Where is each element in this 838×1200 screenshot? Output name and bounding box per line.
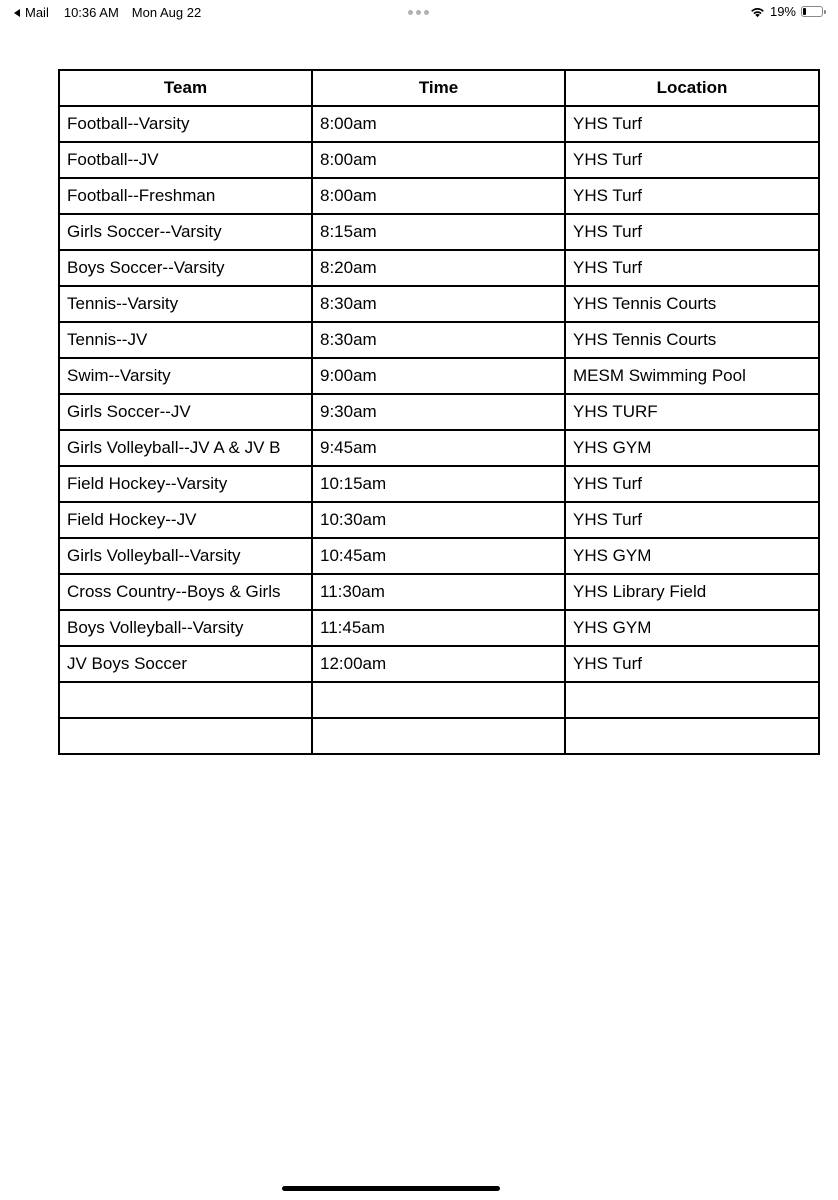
cell-time: 8:30am (312, 322, 565, 358)
cell-location: YHS Turf (565, 646, 819, 682)
table-row (59, 286, 819, 322)
cell-team: Field Hockey--JV (59, 502, 312, 538)
cell-time: 8:00am (312, 178, 565, 214)
header-time: Time (312, 70, 565, 106)
status-indicators (750, 4, 826, 19)
cell-time: 11:30am (312, 574, 565, 610)
battery-icon (801, 6, 823, 17)
table-row (59, 394, 819, 430)
table-row (59, 178, 819, 214)
cell-team: Football--Varsity (59, 106, 312, 142)
cell-team: Girls Soccer--JV (59, 394, 312, 430)
multitasking-dots-icon[interactable] (408, 10, 429, 15)
cell-time: 9:00am (312, 358, 565, 394)
status-date: Mon Aug 22 (131, 5, 202, 20)
table-row (59, 466, 819, 502)
cell-location: YHS Tennis Courts (565, 286, 819, 322)
table-row (59, 250, 819, 286)
cell-location: YHS Turf (565, 502, 819, 538)
cell-location: YHS GYM (565, 538, 819, 574)
cell-location: YHS GYM (565, 430, 819, 466)
cell-location: YHS GYM (565, 610, 819, 646)
table-row (59, 610, 819, 646)
cell-location (565, 682, 819, 718)
header-location: Location (565, 70, 819, 106)
wifi-icon (750, 6, 765, 18)
header-team: Team (59, 70, 312, 106)
cell-time: 12:00am (312, 646, 565, 682)
home-indicator[interactable] (282, 1186, 500, 1191)
cell-location: YHS TURF (565, 394, 819, 430)
cell-team: Swim--Varsity (59, 358, 312, 394)
status-time: 10:36 AM (63, 5, 119, 20)
table-row (59, 646, 819, 682)
cell-location: YHS Library Field (565, 574, 819, 610)
back-app-label: Mail (25, 5, 49, 20)
cell-location: YHS Tennis Courts (565, 322, 819, 358)
cell-time: 8:00am (312, 142, 565, 178)
cell-team: Boys Volleyball--Varsity (59, 610, 312, 646)
cell-time: 8:15am (312, 214, 565, 250)
table-row (59, 142, 819, 178)
table-row (59, 502, 819, 538)
cell-time: 9:30am (312, 394, 565, 430)
cell-team: Tennis--JV (59, 322, 312, 358)
back-to-app[interactable] (14, 5, 201, 20)
cell-time (312, 682, 565, 718)
cell-team: Cross Country--Boys & Girls (59, 574, 312, 610)
cell-team (59, 682, 312, 718)
table-row (59, 214, 819, 250)
cell-time (312, 718, 565, 754)
cell-time: 9:45am (312, 430, 565, 466)
cell-team: Girls Volleyball--Varsity (59, 538, 312, 574)
schedule-table (58, 69, 820, 755)
cell-team: Girls Soccer--Varsity (59, 214, 312, 250)
cell-team: Girls Volleyball--JV A & JV B (59, 430, 312, 466)
cell-location: YHS Turf (565, 178, 819, 214)
table-row (59, 430, 819, 466)
cell-location: YHS Turf (565, 214, 819, 250)
cell-team: JV Boys Soccer (59, 646, 312, 682)
cell-time: 10:30am (312, 502, 565, 538)
table-row (59, 538, 819, 574)
cell-location: YHS Turf (565, 466, 819, 502)
back-arrow-icon (14, 9, 20, 17)
cell-team: Football--JV (59, 142, 312, 178)
table-row (59, 322, 819, 358)
table-row (59, 106, 819, 142)
cell-location: MESM Swimming Pool (565, 358, 819, 394)
cell-time: 8:30am (312, 286, 565, 322)
cell-time: 10:15am (312, 466, 565, 502)
cell-team: Football--Freshman (59, 178, 312, 214)
battery-percent: 19% (769, 4, 796, 19)
table-row (59, 718, 819, 754)
table-row (59, 358, 819, 394)
cell-time: 8:00am (312, 106, 565, 142)
cell-time: 11:45am (312, 610, 565, 646)
cell-team (59, 718, 312, 754)
cell-time: 8:20am (312, 250, 565, 286)
table-body (59, 106, 819, 754)
status-bar (0, 0, 838, 26)
table-header-row (59, 70, 819, 106)
table-row (59, 574, 819, 610)
cell-team: Field Hockey--Varsity (59, 466, 312, 502)
cell-team: Tennis--Varsity (59, 286, 312, 322)
cell-location: YHS Turf (565, 106, 819, 142)
battery-level-fill (803, 8, 806, 15)
cell-location: YHS Turf (565, 250, 819, 286)
table-row (59, 682, 819, 718)
cell-team: Boys Soccer--Varsity (59, 250, 312, 286)
cell-time: 10:45am (312, 538, 565, 574)
cell-location: YHS Turf (565, 142, 819, 178)
cell-location (565, 718, 819, 754)
